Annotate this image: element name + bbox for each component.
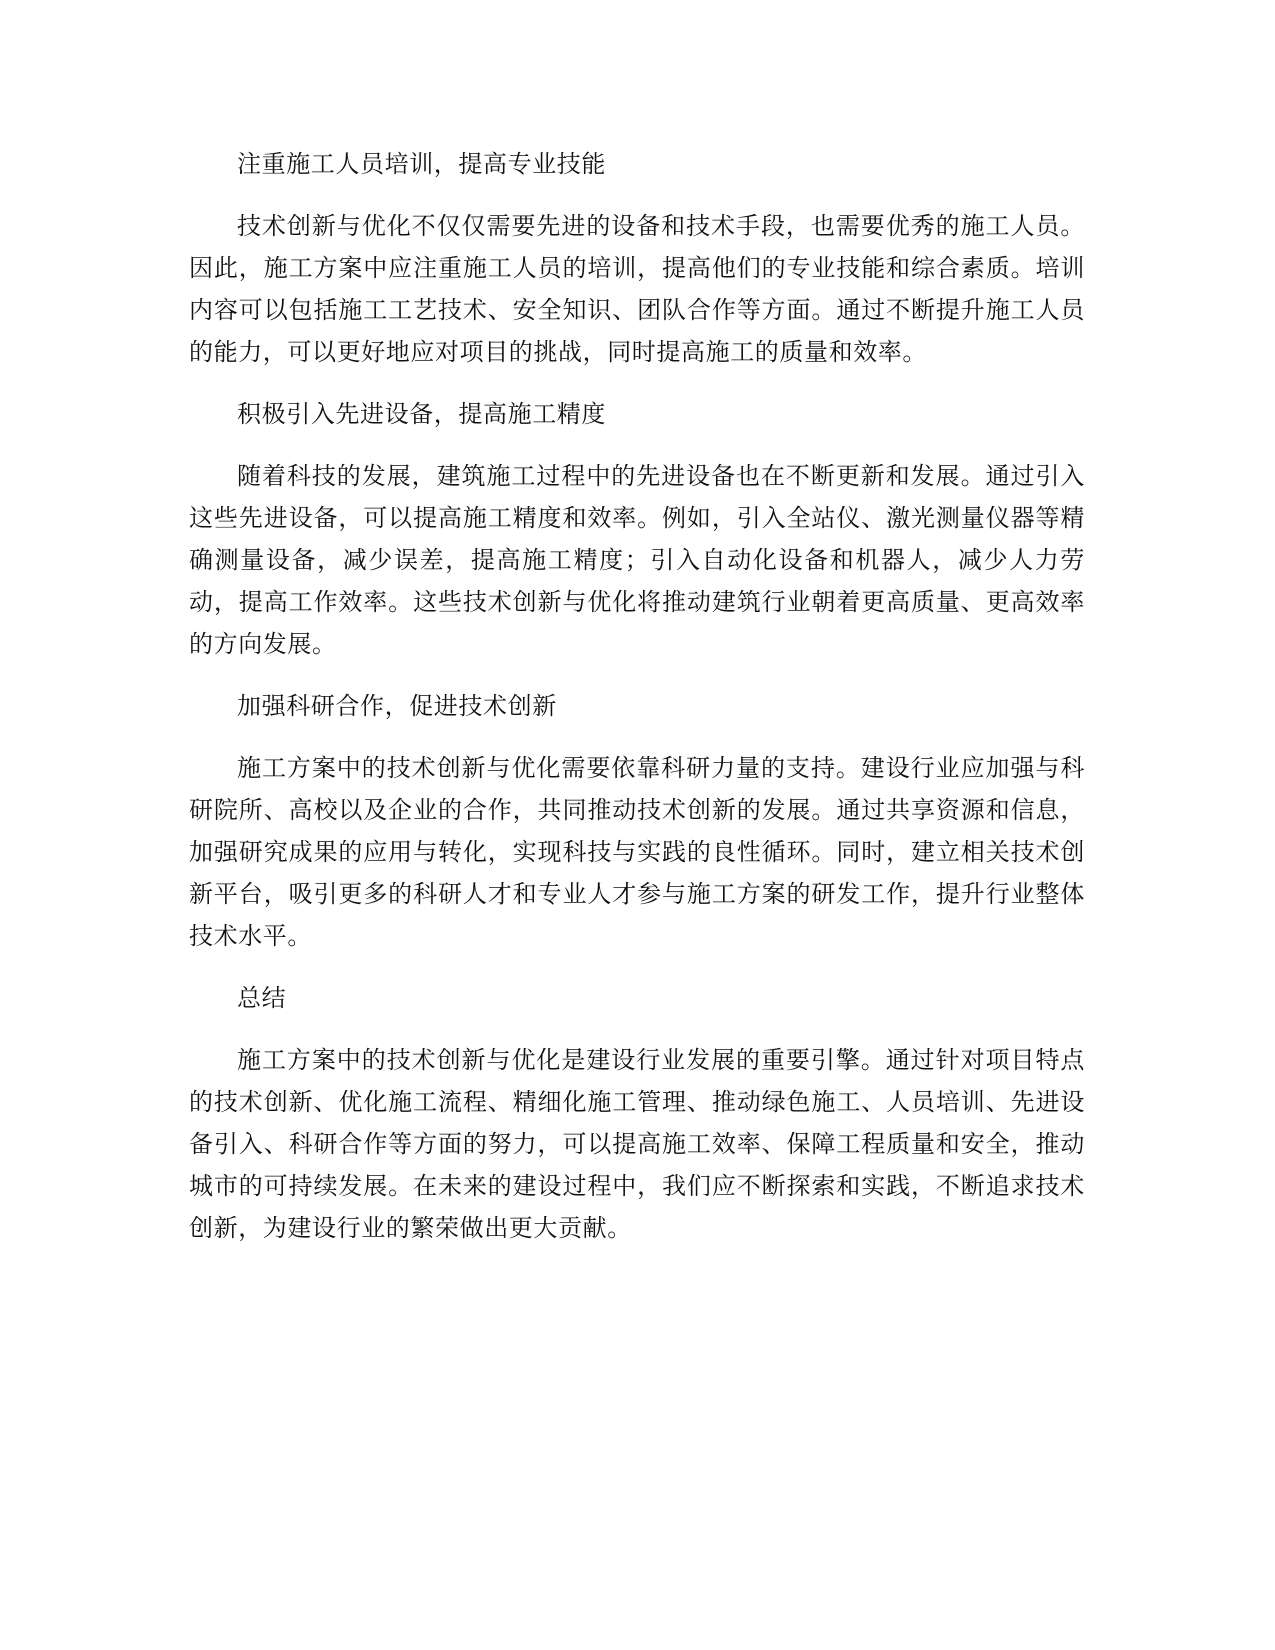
section-heading-summary: 总结 xyxy=(237,984,287,1012)
section-heading-training: 注重施工人员培训，提高专业技能 xyxy=(237,150,606,178)
document-body xyxy=(189,143,1085,1269)
section-paragraph-research: 施工方案中的技术创新与优化需要依靠科研力量的支持。建设行业应加强与科研院所、高校以及企业的合作，共同推动技术创新的发展。通过共享资源和信息，加强研究成果的应用与转化，实现科技与实践的良性循环。同时，建立相关技术创新平台，吸引更多的科研人才和专业人才参与施工方案的研发工作，提升行业整体技术水平。 xyxy=(189,754,1085,950)
section-paragraph-equipment: 随着科技的发展，建筑施工过程中的先进设备也在不断更新和发展。通过引入这些先进设备，可以提高施工精度和效率。例如，引入全站仪、激光测量仪器等精确测量设备，减少误差，提高施工精度；引入自动化设备和机器人，减少人力劳动，提高工作效率。这些技术创新与优化将推动建筑行业朝着更高质量、更高效率的方向发展。 xyxy=(189,462,1085,658)
section-heading-research: 加强科研合作，促进技术创新 xyxy=(237,692,557,720)
section-heading-equipment: 积极引入先进设备，提高施工精度 xyxy=(237,400,606,428)
section-paragraph-summary: 施工方案中的技术创新与优化是建设行业发展的重要引擎。通过针对项目特点的技术创新、优化施工流程、精细化施工管理、推动绿色施工、人员培训、先进设备引入、科研合作等方面的努力，可以提高施工效率、保障工程质量和安全，推动城市的可持续发展。在未来的建设过程中，我们应不断探索和实践，不断追求技术创新，为建设行业的繁荣做出更大贡献。 xyxy=(189,1046,1085,1242)
section-paragraph-training: 技术创新与优化不仅仅需要先进的设备和技术手段，也需要优秀的施工人员。因此，施工方案中应注重施工人员的培训，提高他们的专业技能和综合素质。培训内容可以包括施工工艺技术、安全知识、团队合作等方面。通过不断提升施工人员的能力，可以更好地应对项目的挑战，同时提高施工的质量和效率。 xyxy=(189,212,1085,366)
